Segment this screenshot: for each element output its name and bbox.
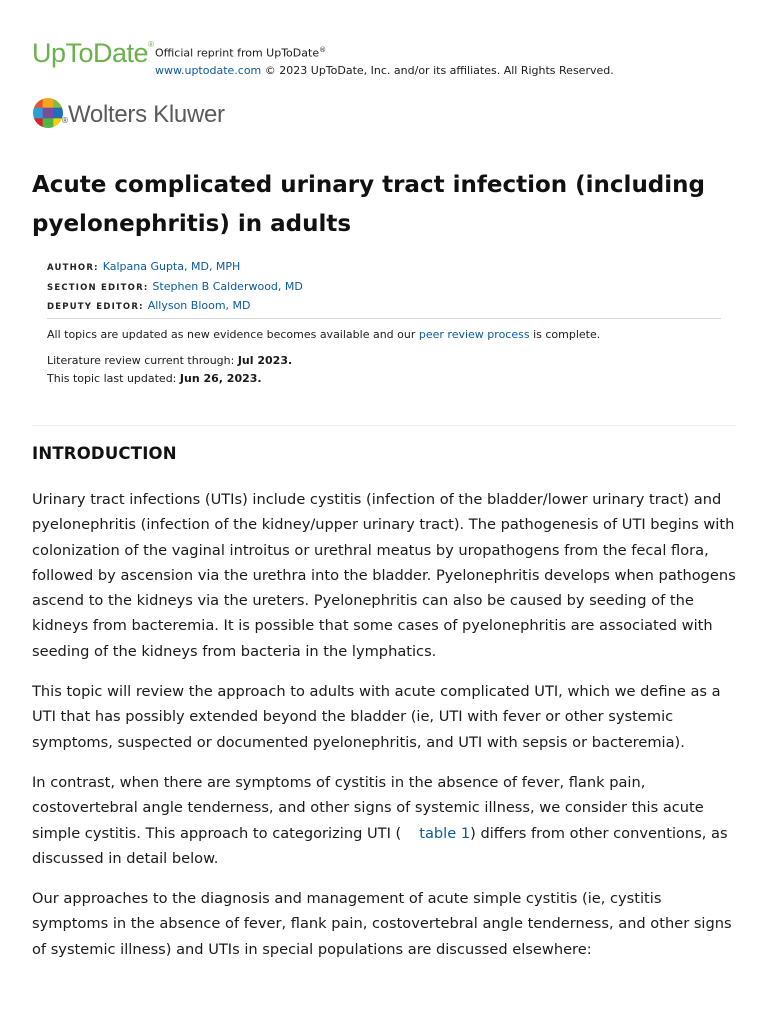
globe-tile bbox=[32, 97, 43, 108]
wk-registered-mark: ® bbox=[61, 116, 69, 125]
section-divider bbox=[32, 425, 736, 426]
deputy-editor-link[interactable]: Allyson Bloom, MD bbox=[147, 299, 251, 312]
review-dates bbox=[47, 352, 292, 387]
uptodate-site-link[interactable]: www.uptodate.com bbox=[155, 63, 262, 77]
globe-tile bbox=[32, 118, 43, 129]
credits-divider bbox=[47, 318, 721, 319]
paragraph-1: Urinary tract infections (UTIs) include cystitis (infection of the bladder/lower urinary tract) and pyelonephritis (infection of the kidney/upper urinary tract). The pathogenesis of UTI begins with colonization of the vaginal introitus or urethral meatus by uropathogens from the fecal flora, followed by ascension via the urethra into the bladder. Pyelonephritis develops when pathogens ascend to the kidneys via the ureters. Pyelonephritis can also be caused by seeding of the kidneys from bacteremia. It is possible that some cases of pyelonephritis are associated with seeding of the kidneys from bacteria in the lymphatics. bbox=[32, 491, 736, 660]
wolters-kluwer-wordmark: Wolters Kluwer bbox=[68, 101, 225, 128]
literature-review-date: Literature review current through: Jul 2023. bbox=[47, 354, 293, 367]
credit-author bbox=[47, 258, 303, 278]
update-note: All topics are updated as new evidence becomes available and our peer review process is complete. bbox=[47, 328, 601, 341]
table-1-link[interactable]: table 1 bbox=[419, 824, 471, 842]
article-credits bbox=[47, 258, 303, 317]
section-heading: INTRODUCTION bbox=[32, 444, 177, 463]
credit-deputy-editor bbox=[47, 297, 303, 317]
reprint-header bbox=[32, 38, 742, 78]
peer-review-link[interactable]: peer review process bbox=[418, 328, 530, 341]
reprint-label: Official reprint from UpToDate bbox=[155, 46, 320, 60]
paragraph-2: This topic will review the approach to adults with acute complicated UTI, which we define as a UTI that has possibly extended beyond the bladder (ie, UTI with fever or other systemic symptoms, suspected or documented pyelonephritis, and UTI with sepsis or bacteremia). bbox=[32, 683, 721, 751]
globe-tile bbox=[53, 97, 64, 108]
reprint-registered-mark: ® bbox=[319, 46, 327, 54]
author-link[interactable]: Kalpana Gupta, MD, MPH bbox=[102, 260, 241, 273]
section-editor-link[interactable]: Stephen B Calderwood, MD bbox=[152, 279, 303, 293]
globe-tile bbox=[43, 108, 54, 119]
credit-label: AUTHOR: bbox=[47, 263, 99, 273]
article-title: Acute complicated urinary tract infection (including pyelonephritis) in adults bbox=[32, 172, 705, 237]
reprint-notice bbox=[155, 42, 614, 79]
registered-mark: ® bbox=[148, 40, 154, 49]
credit-label: SECTION EDITOR: bbox=[47, 282, 149, 293]
paragraph-3: In contrast, when there are symptoms of cystitis in the absence of fever, flank pain, costovertebral angle tenderness, and other signs of systemic illness, we consider this acute simple cystitis. This approach to categorizing UTI ( table 1) differs from other conventions, as discussed in detail below. bbox=[32, 773, 728, 867]
credit-label: DEPUTY EDITOR: bbox=[47, 302, 144, 312]
article-body bbox=[32, 487, 740, 977]
wolters-kluwer-globe-icon bbox=[32, 97, 64, 129]
copyright-text: © 2023 UpToDate, Inc. and/or its affiliates. All Rights Reserved. bbox=[261, 63, 614, 77]
credit-section-editor bbox=[47, 278, 303, 298]
globe-tile bbox=[43, 118, 54, 129]
globe-tile bbox=[43, 97, 54, 108]
uptodate-logo: UpToDate® bbox=[32, 38, 154, 68]
globe-tile bbox=[32, 108, 43, 119]
paragraph-4: Our approaches to the diagnosis and management of acute simple cystitis (ie, cystitis symptoms in the absence of fever, flank pain, costovertebral angle tenderness, and other signs of systemic illness) and UTIs in special populations are discussed elsewhere: bbox=[32, 890, 732, 958]
last-updated-date: This topic last updated: Jun 26, 2023. bbox=[47, 371, 262, 385]
